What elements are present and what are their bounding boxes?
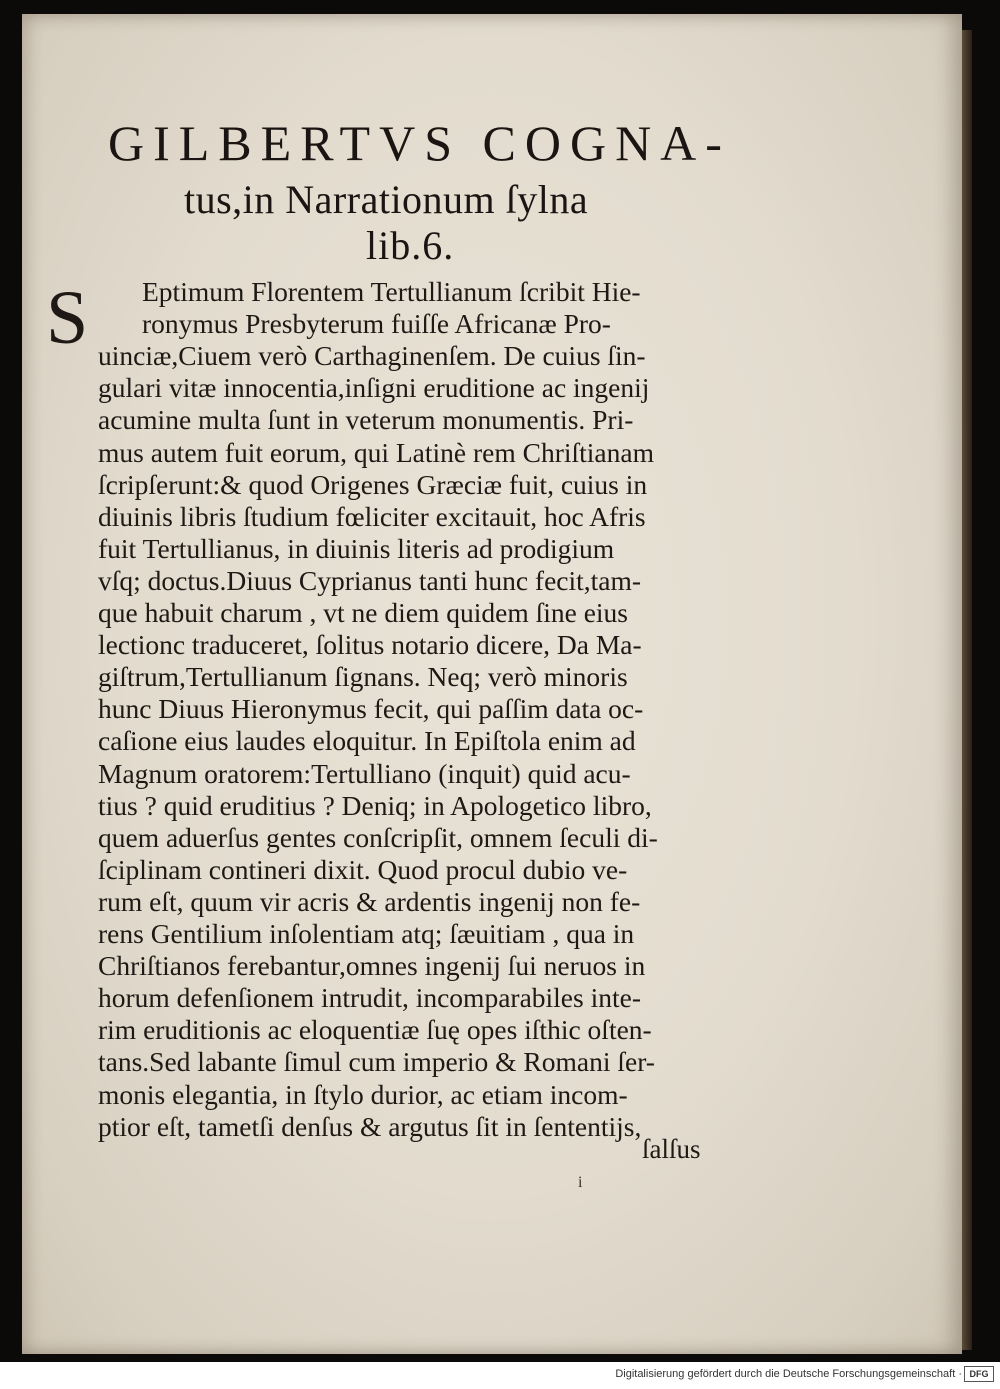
text-line: Magnum oratorem:Tertulliano (inquit) quid acu-: [98, 757, 631, 789]
book-page: [22, 14, 962, 1354]
heading-line-2: tus,in Narrationum ſylna: [184, 177, 589, 222]
text-line: hunc Diuus Hieronymus fecit, qui paſſim data oc-: [98, 693, 644, 725]
text-line: lectionc traduceret, ſolitus notario dicere, Da Ma-: [98, 629, 642, 661]
text-line: fuit Tertullianus, in diuinis literis ad prodigium: [98, 532, 615, 564]
text-line: acumine multa ſunt in veterum monumentis. Pri-: [98, 404, 634, 436]
text-line: tans.Sed labante ſimul cum imperio & Romani ſer-: [98, 1046, 655, 1078]
text-line: ſciplinam contineri dixit. Quod procul dubio ve-: [98, 853, 628, 885]
text-line: ronymus Presbyterum fuiſſe Africanæ Pro-: [142, 308, 611, 340]
text-line: rum eſt, quum vir acris & ardentis ingenij non fe-: [98, 885, 641, 917]
text-line: giſtrum,Tertullianum ſignans. Neq; verò minoris: [98, 661, 628, 693]
text-line: mus autem fuit eorum, qui Latinè rem Chriſtianam: [98, 436, 654, 468]
text-line: ptior eſt, tametſi denſus & argutus ſit in ſententijs,: [98, 1110, 642, 1142]
drop-capital: S: [46, 276, 89, 360]
text-line: monis elegantia, in ſtylo durior, ac etiam incom-: [98, 1078, 628, 1110]
text-line: ſcripſerunt:& quod Origenes Græciæ fuit, cuius in: [98, 468, 648, 500]
text-line: Eptimum Florentem Tertullianum ſcribit Hie-: [142, 276, 641, 307]
text-line: que habuit charum , vt ne diem quidem ſine eius: [98, 597, 629, 628]
text-line: Chriſtianos ferebantur,omnes ingenij ſui neruos in: [98, 950, 646, 982]
text-line: horum defenſionem intrudit, incomparabiles inte-: [98, 982, 641, 1014]
page-edge-shadow: [962, 30, 972, 1350]
catchword: ſalſus: [642, 1134, 701, 1164]
dfg-logo: DFG: [964, 1366, 994, 1382]
text-line: rens Gentilium inſolentiam atq; ſæuitiam , qua in: [98, 918, 635, 949]
page-mark: i: [578, 1174, 583, 1191]
text-line: vſq; doctus.Diuus Cyprianus tanti hunc fecit,tam-: [98, 564, 642, 596]
text-line: gulari vitæ innocentia,inſigni eruditione ac ingenij: [98, 372, 650, 404]
text-line: uinciæ,Ciuem verò Carthaginenſem. De cuius ſin-: [98, 340, 646, 372]
text-line: tius ? quid eruditius ? Deniq; in Apologetico libro,: [98, 789, 652, 821]
text-line: quem aduerſus gentes conſcripſit, omnem ſeculi di-: [98, 821, 658, 853]
digitization-credit: Digitalisierung gefördert durch die Deutsche Forschungsgemeinschaft ·: [615, 1368, 962, 1380]
text-line: diuinis libris ſtudium fœliciter excitauit, hoc Afris: [98, 500, 646, 532]
heading-line-3: lib.6.: [366, 223, 455, 268]
text-line: caſione eius laudes eloquitur. In Epiſtola enim ad: [98, 725, 636, 757]
heading-line-1: GILBERTVS COGNA-: [108, 115, 731, 171]
text-line: rim eruditionis ac eloquentiæ ſuę opes iſthic oſten-: [98, 1014, 652, 1046]
